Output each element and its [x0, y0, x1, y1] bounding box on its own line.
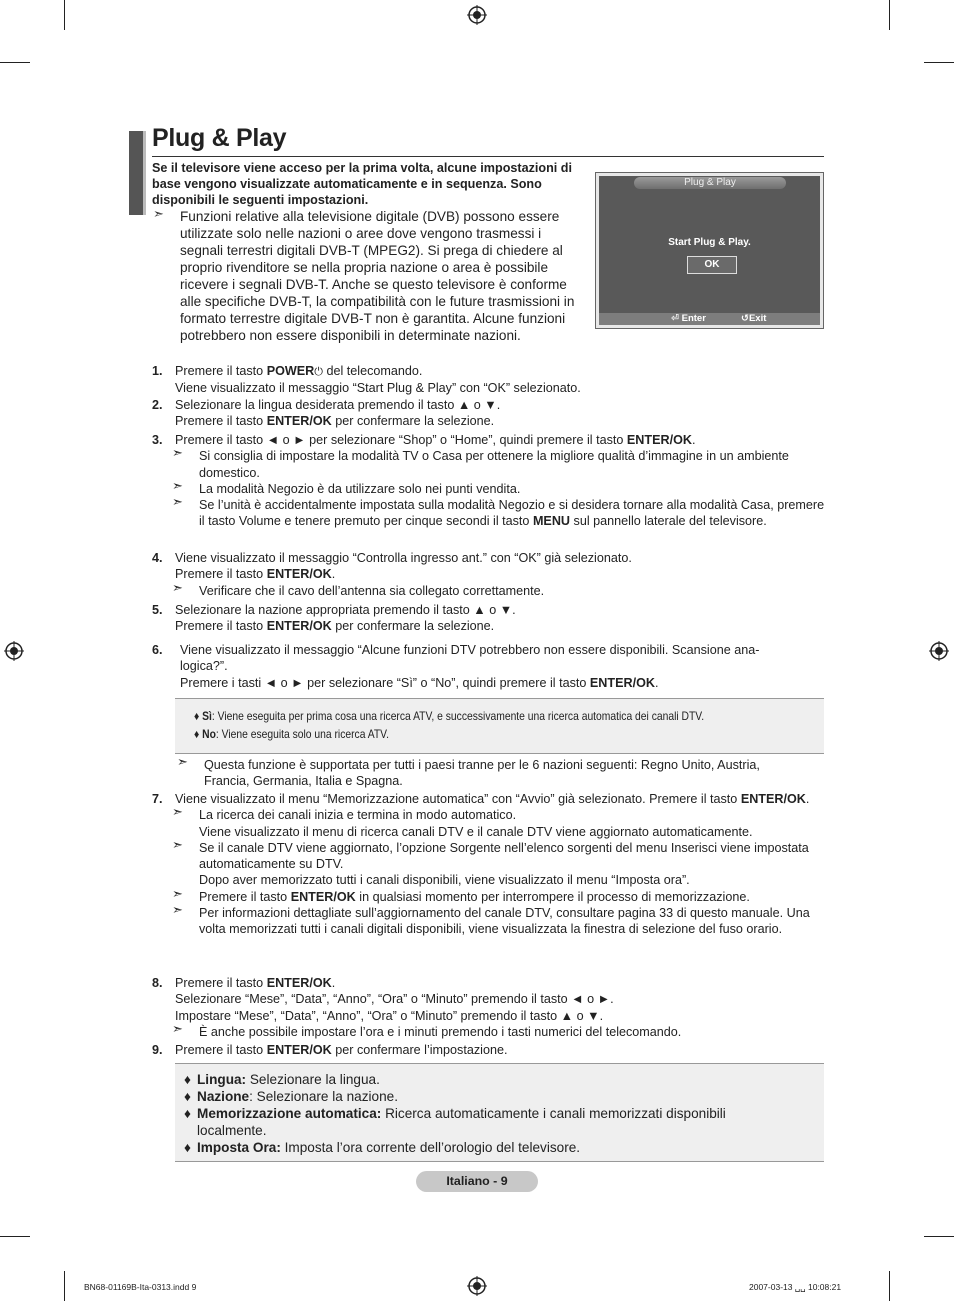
- dvb-note: Funzioni relative alla televisione digitale (DVB) possono essere utilizzate solo nelle nazioni o aree dove vengono trasmessi i segnali terrestri digitali DVB-T (MPEG2). Si prega di chiedere al proprio rivenditore se nella propria nazione o area è possibile ricevere i segnali DVB-T. Anche se questo televisore è conforme alle specifiche DVB-T, la compatibilità con le future trasmissioni in formato terrestre digitale DVB-T non è garantita. Alcune funzioni potrebbero non essere disponibili in determinate nazioni.: [180, 209, 575, 343]
- note: ➣ Se il canale DTV viene aggiornato, l’opzione Sorgente nell’elenco sorgenti del menu Inserisci viene impostata automaticamente su DTV. Dopo aver memorizzato tutti i canali disponibili, viene visualizzato il menu “Imposta ora”.: [172, 836, 809, 888]
- note: ➣ La modalità Negozio è da utilizzare solo nei punti vendita.: [172, 477, 521, 496]
- osd-title: Plug & Play: [634, 177, 786, 189]
- diamond-bullet-icon: ♦: [184, 1089, 191, 1104]
- note-arrow-icon: ➣: [172, 477, 183, 493]
- crop-mark: [889, 0, 890, 30]
- crop-mark: [0, 62, 30, 63]
- diamond-bullet-icon: ♦: [184, 1140, 191, 1155]
- note: ➣ Premere il tasto ENTER/OK in qualsiasi momento per interrompere il processo di memorizzazione.: [172, 885, 750, 904]
- intro-paragraph: Se il televisore viene acceso per la prima volta, alcune impostazioni di base vengono visualizzate automaticamente e in sequenza. Sono disponibili le seguenti impostazioni.: [152, 161, 572, 207]
- note: ➣ Verificare che il cavo dell’antenna sia collegato correttamente.: [172, 579, 545, 598]
- note-arrow-icon: ➣: [153, 206, 164, 221]
- note: ➣ Questa funzione è supportata per tutti i paesi tranne per le 6 nazioni seguenti: Regno Unito, Austria, Francia, Germania, Italia e Spagna.: [177, 754, 760, 789]
- scan-options-box: [175, 698, 824, 754]
- osd-ok-button[interactable]: OK: [687, 256, 737, 274]
- crop-mark: [64, 0, 65, 30]
- crop-mark: [924, 1236, 954, 1237]
- note: ➣ Si consiglia di impostare la modalità TV o Casa per ottenere la migliore qualità d’immagine in un ambiente domestico.: [172, 445, 789, 480]
- page-title: Plug & Play: [152, 124, 287, 152]
- note-arrow-icon: ➣: [172, 494, 183, 510]
- print-slug-date: 2007-03-13 ␣␣ 10:08:21: [749, 1282, 842, 1292]
- summary-lingua: ♦ Lingua: Selezionare la lingua.: [184, 1072, 380, 1087]
- note: ➣ La ricerca dei canali inizia e termina in modo automatico. Viene visualizzato il menu di ricerca canali DTV e il canale DTV viene aggiornato automaticamente.: [172, 804, 753, 839]
- crop-mark: [924, 62, 954, 63]
- note-arrow-icon: ➣: [172, 445, 183, 461]
- note-arrow-icon: ➣: [172, 804, 183, 820]
- summary-nazione: ♦ Nazione: Selezionare la nazione.: [184, 1089, 398, 1104]
- page-number: Italiano - 9: [416, 1171, 538, 1192]
- note: ➣ Se l’unità è accidentalmente impostata sulla modalità Negozio e si desidera tornare alla modalità Casa, premere il tasto Volume e tenere premuto per cinque secondi il tasto MENU sul pannello laterale del televisore.: [172, 494, 825, 529]
- crop-mark: [0, 1236, 30, 1237]
- note-arrow-icon: ➣: [172, 1020, 183, 1036]
- note-arrow-icon: ➣: [172, 836, 183, 852]
- crop-mark: [889, 1271, 890, 1301]
- note-arrow-icon: ➣: [177, 754, 188, 769]
- step-6-note: [177, 754, 800, 790]
- diamond-bullet-icon: ♦: [184, 1106, 191, 1121]
- summary-memorizzazione: ♦ Memorizzazione automatica: Ricerca automaticamente i canali memorizzati disponibili localmente.: [184, 1106, 726, 1138]
- registration-mark-icon: [929, 641, 949, 661]
- note-arrow-icon: ➣: [172, 902, 183, 918]
- registration-mark-icon: [467, 5, 487, 25]
- osd-exit-hint: ↺Exit: [741, 313, 767, 324]
- title-divider: [152, 156, 824, 157]
- settings-summary-box: [175, 1063, 824, 1162]
- option-si: ♦ Sì: Viene eseguita per prima cosa una ricerca ATV, e successivamente una ricerca automatica dei canali DTV.: [194, 709, 705, 723]
- note: ➣ Per informazioni dettagliate sull’aggiornamento del canale DTV, consultare pagina 33 di questo manuale. Una volta memorizzati tutti i canali digitali disponibili, viene visualizzata la finestra di selezione del fuso orario.: [172, 902, 810, 937]
- title-accent-bar: [129, 131, 146, 215]
- osd-message: Start Plug & Play.: [668, 237, 751, 248]
- power-icon: ⏻: [314, 366, 323, 378]
- note: ➣ È anche possibile impostare l’ora e i minuti premendo i tasti numerici del telecomando.: [172, 1020, 682, 1039]
- registration-mark-icon: [4, 641, 24, 661]
- note-arrow-icon: ➣: [172, 579, 183, 595]
- crop-mark: [64, 1271, 65, 1301]
- diamond-bullet-icon: ♦: [184, 1072, 191, 1087]
- osd-enter-hint: ⏎ Enter: [671, 313, 706, 324]
- osd-footer: [599, 313, 820, 325]
- enter-icon: ⏎: [671, 313, 679, 324]
- return-icon: ↺: [741, 313, 749, 324]
- note-arrow-icon: ➣: [172, 885, 183, 901]
- osd-screen: [595, 172, 824, 329]
- registration-mark-icon: [467, 1276, 487, 1296]
- osd-panel: [599, 176, 820, 325]
- option-no: ♦ No: Viene eseguita solo una ricerca ATV.: [194, 727, 389, 741]
- print-slug-file: BN68-01169B-Ita-0313.indd 9: [84, 1282, 197, 1292]
- summary-imposta-ora: ♦ Imposta Ora: Imposta l’ora corrente dell’orologio del televisore.: [184, 1140, 581, 1155]
